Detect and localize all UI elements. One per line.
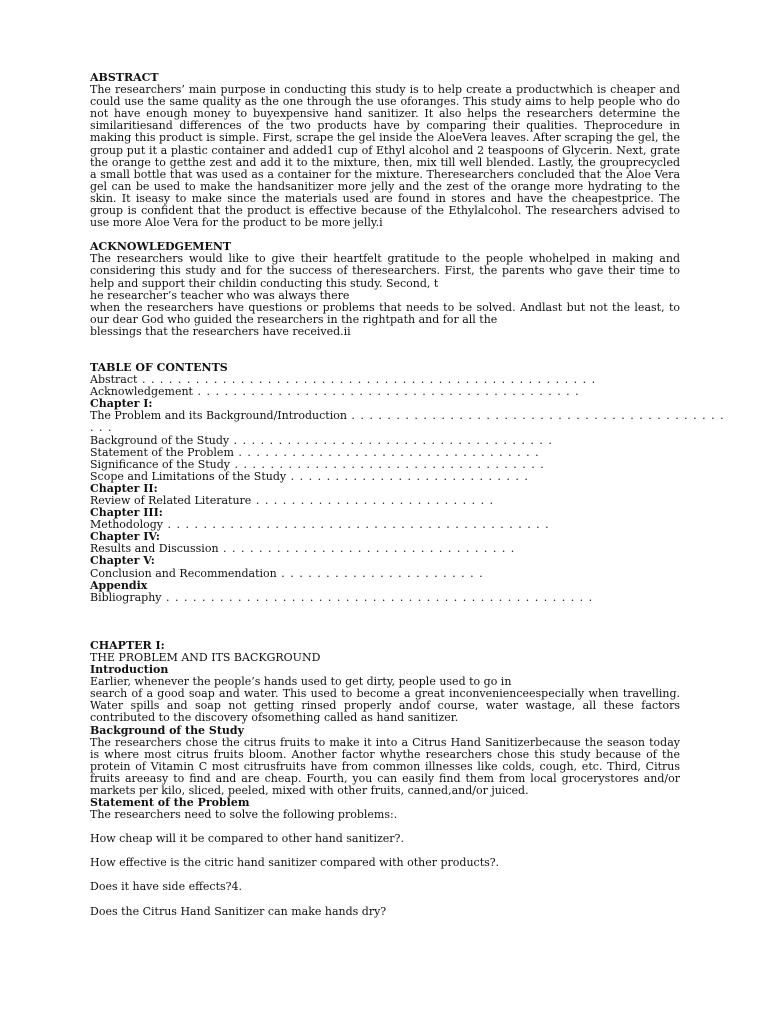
toc-leader-dots: . . . . . . . . . . . . . . . . . . . . . . . . . . . . . . . . . . . . . . . . . . <box>346 409 725 423</box>
introduction-line: Earlier, whenever the people’s hands used to get dirty, people used to go in <box>90 675 512 689</box>
toc-entry <box>90 543 680 555</box>
acknowledgement-line: blessings that the researchers have received.ii <box>90 324 351 338</box>
toc-entry-label: Background of the Study <box>90 433 230 447</box>
acknowledgement-line: he researcher’s teacher who was always there <box>90 288 350 302</box>
toc-leader-dots: . . . . . . . . . . . . . . . . . . . . . . . <box>276 566 484 580</box>
toc-chapter-label: Appendix <box>90 578 148 592</box>
toc-entry-label: Review of Related Literature <box>90 494 252 507</box>
background-heading: Background of the Study <box>90 723 244 737</box>
toc-chapter-label: Chapter II: <box>90 481 158 495</box>
toc-entry-label: Results and Discussion <box>90 542 219 556</box>
introduction-line: search of a good soap and water. This used to become a great inconvenienceespecially when travelling. Water spills and soap not getting rinsed properly andof course, water wastage, all these factors contributed to the discovery ofsomething called as hand sanitizer. <box>90 687 680 725</box>
problem-question: Does it have side effects?4. <box>90 880 243 894</box>
introduction-heading: Introduction <box>90 663 169 677</box>
problem-question: Does the Citrus Hand Sanitizer can make hands dry? <box>90 904 387 918</box>
toc-chapter-label: Chapter III: <box>90 506 163 520</box>
acknowledgement-line: The researchers would like to give their heartfelt gratitude to the people whohelped in making and considering this study and for the success of theresearchers. First, the parents who gave their time to help and support their childin conducting this study. Second, t <box>90 252 680 290</box>
toc-entry-label: The Problem and its Background/Introduction <box>90 409 347 423</box>
chapter1-heading: CHAPTER I: <box>90 638 165 652</box>
toc-entry <box>90 568 680 580</box>
toc-heading: TABLE OF CONTENTS <box>90 360 228 374</box>
toc-chapter-label: Chapter IV: <box>90 530 160 544</box>
acknowledgement-line: when the researchers have questions or problems that needs to be solved. Andlast but not the least, to our dear God who guided the researchers in the rightpath and for all the <box>90 300 680 326</box>
background-text: The researchers chose the citrus fruits to make it into a Citrus Hand Sanitizerbecause the season today is where most citrus fruits bloom. Another factor whythe researchers chose this study because of the protein of Vitamin C most citrusfruits have from common illnesses like colds, cough, etc. Third, Citrus fruits areeasy to find and are cheap. Fourth, you can easily find them from local grocerystores and/or markets per kilo, sliced, peeled, mixed with other fruits, canned,and/or juiced. <box>90 735 680 797</box>
problem-question: How effective is the citric hand sanitizer compared with other products?. <box>90 856 500 870</box>
toc-leader-dots: . . . . . . . . . . . . . . . . . . . . . . . . . . . <box>251 494 495 507</box>
toc-leader-dots: . . . . . . . . . . . . . . . . . . . . . . . . . . . . . . . . . . . . . . . . . . . <box>162 518 550 532</box>
toc-chapter-label: Chapter V: <box>90 554 155 568</box>
toc-entry-label: Abstract <box>90 373 138 387</box>
toc-entry <box>90 519 680 531</box>
toc-leader-dots: . . . . . . . . . . . . . . . . . . . . . . . . . . . . . . . . . . . . . . . . . . . . . . . . <box>161 590 594 604</box>
toc-leader-dots: . . . . . . . . . . . . . . . . . . . . . . . . . . . . . . . . . . . . . . . . . . . . . . . . . . . <box>137 373 597 387</box>
toc-leader-dots: . . . . . . . . . . . . . . . . . . . . . . . . . . . <box>286 469 529 483</box>
toc-entry-label: Conclusion and Recommendation <box>90 566 277 580</box>
chapter1-subtitle: THE PROBLEM AND ITS BACKGROUND <box>90 650 321 664</box>
toc-entry <box>90 409 725 423</box>
toc-leader-dots: . . . . . . . . . . . . . . . . . . . . . . . . . . . . . . . . . <box>218 542 516 556</box>
toc-entry-label: Significance of the Study <box>90 457 231 471</box>
acknowledgement-heading: ACKNOWLEDGEMENT <box>90 240 232 254</box>
toc-leader-dots: . . . . . . . . . . . . . . . . . . . . . . . . . . . . . . . . . . . <box>230 457 545 471</box>
toc-entry-label: Scope and Limitations of the Study <box>90 469 287 483</box>
toc-leader-dots: . . . <box>90 421 113 435</box>
statement-heading: Statement of the Problem <box>90 796 250 810</box>
abstract-heading: ABSTRACT <box>90 71 159 84</box>
acknowledgement-body <box>90 253 680 338</box>
toc-entry <box>90 471 680 483</box>
toc-leader-dots: . . . . . . . . . . . . . . . . . . . . . . . . . . . . . . . . . . . . . . . . . . . <box>192 385 580 399</box>
abstract-text: The researchers’ main purpose in conducting this study is to help create a productwhich is cheaper and could use the same quality as the one through the use oforanges. This study aims to help people who do not have enough money to buyexpensive hand sanitizer. It also helps the researchers determine the similaritiesand differences of the two products have by comparing their qualities. Theprocedure in making this product is simple. First, scrape the gel inside the AloeVera leaves. After scraping the gel, the group put it a plastic container and added1 cup of Ethyl alcohol and 2 teaspoons of Glycerin. Next, grate the orange to getthe zest and add it to the mixture, then, mix till well blended. Lastly, the grouprecycled a small bottle that was used as a container for the mixture. Theresearchers concluded that the Aloe Vera gel can be used to make the handsanitizer more jelly and the zest of the orange more hydrating to the skin. It iseasy to make since the materials used are found in stores and have the cheapestprice. The group is confident that the product is effective because of the Ethylalcohol. The researchers advised to use more Aloe Vera for the product to be more jelly.i <box>90 83 680 230</box>
toc-entry <box>90 386 680 398</box>
document-content <box>90 71 725 918</box>
toc-entry-label: Statement of the Problem <box>90 445 234 459</box>
toc-entry-label: Bibliography <box>90 590 162 604</box>
statement-intro: The researchers need to solve the following problems:. <box>90 808 398 822</box>
table-of-contents <box>90 373 725 604</box>
toc-leader-dots: . . . . . . . . . . . . . . . . . . . . . . . . . . . . . . . . . . <box>233 445 540 459</box>
toc-chapter-label: Chapter I: <box>90 397 153 411</box>
toc-entry-label: Methodology <box>90 518 163 532</box>
toc-leader-dots: . . . . . . . . . . . . . . . . . . . . . . . . . . . . . . . . . . . . <box>229 433 553 447</box>
toc-entry <box>90 495 680 507</box>
toc-entry-label: Acknowledgement <box>90 385 193 399</box>
toc-entry <box>90 592 680 604</box>
problem-question: How cheap will it be compared to other hand sanitizer?. <box>90 832 404 846</box>
